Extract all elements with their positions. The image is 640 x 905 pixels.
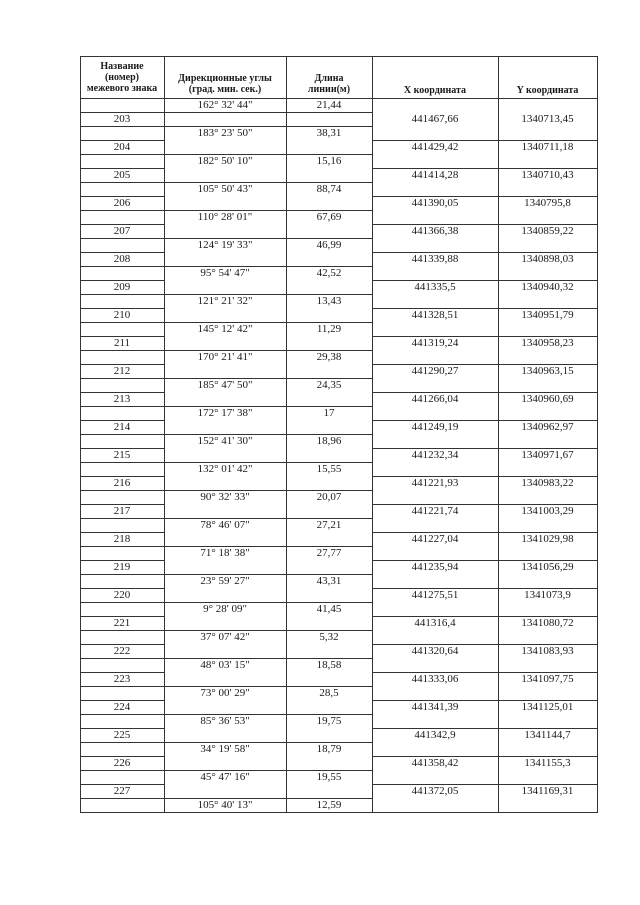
point-x: 441316,4 — [414, 617, 456, 629]
point-x: 441275,51 — [411, 589, 459, 601]
segment-length: 18,96 — [316, 435, 342, 447]
segment-length: 19,55 — [316, 771, 342, 783]
point-x: 441266,04 — [411, 393, 459, 405]
row-divider — [80, 490, 164, 491]
row-divider — [80, 406, 164, 407]
point-y: 1341056,29 — [521, 561, 574, 573]
row-divider — [80, 238, 164, 239]
point-x: 441390,05 — [411, 197, 459, 209]
point-name: 215 — [113, 449, 131, 461]
segment-angle: 34° 19' 58" — [200, 743, 250, 755]
segment-length: 21,44 — [316, 99, 342, 111]
point-name: 212 — [113, 365, 131, 377]
point-name: 217 — [113, 505, 131, 517]
point-y: 1340963,15 — [521, 365, 574, 377]
point-y: 1340713,45 — [521, 113, 574, 125]
row-divider — [80, 798, 164, 799]
header-name-line: межевого знака — [86, 83, 158, 94]
point-name: 220 — [113, 589, 131, 601]
segment-length: 18,58 — [316, 659, 342, 671]
segment-length: 67,69 — [316, 211, 342, 223]
segment-angle: 78° 46' 07" — [200, 519, 250, 531]
table-border-bottom — [80, 812, 598, 813]
point-y: 1341125,01 — [521, 701, 574, 713]
point-name: 206 — [113, 197, 131, 209]
point-y: 1341083,93 — [521, 645, 574, 657]
segment-angle: 121° 21' 32" — [197, 295, 253, 307]
row-divider — [80, 462, 164, 463]
point-y: 1340898,03 — [521, 253, 574, 265]
row-divider — [80, 574, 164, 575]
point-y: 1341029,98 — [521, 533, 574, 545]
point-x: 441414,28 — [411, 169, 459, 181]
row-divider — [80, 434, 164, 435]
point-x: 441366,38 — [411, 225, 459, 237]
point-name: 222 — [113, 645, 131, 657]
point-y: 1340958,23 — [521, 337, 574, 349]
point-name: 216 — [113, 477, 131, 489]
segment-angle: 124° 19' 33" — [197, 239, 253, 251]
point-name: 219 — [113, 561, 131, 573]
point-name: 207 — [113, 225, 131, 237]
row-divider — [80, 770, 164, 771]
segment-angle: 48° 03' 15" — [200, 659, 250, 671]
point-x: 441372,05 — [411, 785, 459, 797]
row-divider — [80, 378, 164, 379]
header-name-line: (номер) — [104, 72, 140, 83]
segment-angle: 183° 23' 50" — [197, 127, 253, 139]
segment-length: 41,45 — [316, 603, 342, 615]
point-name: 203 — [113, 113, 131, 125]
segment-angle: 172° 17' 38" — [197, 407, 253, 419]
row-divider — [80, 154, 164, 155]
point-y: 1340795,8 — [524, 197, 571, 209]
row-divider — [80, 350, 164, 351]
segment-length: 15,16 — [316, 155, 342, 167]
point-x: 441227,04 — [411, 533, 459, 545]
point-x: 441335,5 — [414, 281, 456, 293]
header-length-line: линии(м) — [307, 84, 351, 95]
segment-angle: 95° 54' 47" — [200, 267, 250, 279]
point-x: 441249,19 — [411, 421, 459, 433]
point-x: 441290,27 — [411, 365, 459, 377]
segment-length: 11,29 — [316, 323, 342, 335]
segment-angle: 105° 50' 43" — [197, 183, 253, 195]
header-length — [286, 73, 372, 95]
segment-angle: 182° 50' 10" — [197, 155, 253, 167]
segment-angle: 23° 59' 27" — [200, 575, 250, 587]
point-x: 441342,9 — [414, 729, 456, 741]
segment-length: 27,21 — [316, 519, 342, 531]
point-x: 441221,74 — [411, 505, 459, 517]
row-divider — [80, 742, 164, 743]
segment-angle: 185° 47' 50" — [197, 379, 253, 391]
segment-angle: 105° 40' 13" — [197, 799, 253, 811]
point-x: 441341,39 — [411, 701, 459, 713]
segment-length: 28,5 — [319, 687, 339, 699]
segment-length: 46,99 — [316, 239, 342, 251]
segment-length: 42,52 — [316, 267, 342, 279]
segment-angle: 9° 28' 09" — [203, 603, 247, 615]
point-y: 1341003,29 — [521, 505, 574, 517]
point-y: 1340859,22 — [521, 225, 574, 237]
segment-length: 18,79 — [316, 743, 342, 755]
point-x: 441319,24 — [411, 337, 459, 349]
segment-angle: 145° 12' 42" — [197, 323, 253, 335]
point-x: 441467,66 — [411, 113, 459, 125]
point-name: 226 — [113, 757, 131, 769]
point-name: 208 — [113, 253, 131, 265]
point-x: 441358,42 — [411, 757, 459, 769]
point-y: 1341097,75 — [521, 673, 574, 685]
point-name: 225 — [113, 729, 131, 741]
point-name: 224 — [113, 701, 131, 713]
row-divider — [80, 322, 164, 323]
row-divider — [80, 602, 164, 603]
point-x: 441328,51 — [411, 309, 459, 321]
row-divider — [80, 630, 164, 631]
segment-length: 24,35 — [316, 379, 342, 391]
row-divider — [80, 266, 164, 267]
point-name: 209 — [113, 281, 131, 293]
point-x: 441221,93 — [411, 477, 459, 489]
row-divider — [80, 714, 164, 715]
header-angle — [164, 73, 286, 95]
point-name: 213 — [113, 393, 131, 405]
point-y: 1341080,72 — [521, 617, 574, 629]
point-y: 1340962,97 — [521, 421, 574, 433]
segment-length: 13,43 — [316, 295, 342, 307]
row-divider — [80, 126, 164, 127]
point-name: 223 — [113, 673, 131, 685]
boundary-coordinates-table — [80, 56, 598, 813]
point-x: 441320,64 — [411, 645, 459, 657]
segment-angle: 73° 00' 29" — [200, 687, 250, 699]
segment-length: 38,31 — [316, 127, 342, 139]
header-angle-line: (град. мин. сек.) — [188, 84, 262, 95]
segment-angle: 71° 18' 38" — [200, 547, 250, 559]
row-divider — [80, 518, 164, 519]
point-x: 441333,06 — [411, 673, 459, 685]
segment-length: 27,77 — [316, 547, 342, 559]
point-y: 1340940,32 — [521, 281, 574, 293]
point-y: 1340711,18 — [521, 141, 574, 153]
row-divider — [80, 294, 164, 295]
segment-angle: 170° 21' 41" — [197, 351, 253, 363]
row-divider — [80, 686, 164, 687]
segment-length: 20,07 — [316, 491, 342, 503]
point-y: 1341144,7 — [524, 729, 571, 741]
point-name: 218 — [113, 533, 131, 545]
point-x: 441339,88 — [411, 253, 459, 265]
point-y: 1340983,22 — [521, 477, 574, 489]
segment-angle: 110° 28' 01" — [197, 211, 253, 223]
point-y: 1340960,69 — [521, 393, 574, 405]
row-divider — [80, 210, 164, 211]
point-x: 441235,94 — [411, 561, 459, 573]
point-name: 227 — [113, 785, 131, 797]
segment-length: 5,32 — [319, 631, 339, 643]
row-divider — [80, 546, 164, 547]
point-y: 1341073,9 — [524, 589, 571, 601]
point-y: 1340951,79 — [521, 309, 574, 321]
header-angle-line: Дирекционные углы — [178, 73, 272, 84]
point-y: 1341155,3 — [524, 757, 571, 769]
segment-length: 19,75 — [316, 715, 342, 727]
segment-angle: 37° 07' 42" — [200, 631, 250, 643]
point-y: 1340971,67 — [521, 449, 574, 461]
table-border-top — [80, 56, 598, 57]
row-divider — [80, 182, 164, 183]
point-y: 1340710,43 — [521, 169, 574, 181]
segment-angle: 85° 36' 53" — [200, 715, 250, 727]
header-x: X координата — [403, 85, 467, 96]
segment-angle: 132° 01' 42" — [197, 463, 253, 475]
segment-angle: 152° 41' 30" — [197, 435, 253, 447]
header-name-line: Название — [100, 61, 144, 72]
segment-length: 12,59 — [316, 799, 342, 811]
header-y: Y координата — [516, 85, 579, 96]
point-name: 205 — [113, 169, 131, 181]
header-name — [80, 61, 164, 94]
segment-angle: 45° 47' 16" — [200, 771, 250, 783]
point-name: 211 — [113, 337, 131, 349]
segment-length: 88,74 — [316, 183, 342, 195]
point-x: 441232,34 — [411, 449, 459, 461]
point-x: 441429,42 — [411, 141, 459, 153]
row-divider — [80, 658, 164, 659]
point-name: 214 — [113, 421, 131, 433]
segment-length: 43,31 — [316, 575, 342, 587]
segment-angle: 162° 32' 44" — [197, 99, 253, 111]
point-y: 1341169,31 — [521, 785, 574, 797]
segment-length: 17 — [323, 407, 335, 419]
point-name: 210 — [113, 309, 131, 321]
segment-length: 29,38 — [316, 351, 342, 363]
segment-length: 15,55 — [316, 463, 342, 475]
segment-angle: 90° 32' 33" — [200, 491, 250, 503]
point-name: 204 — [113, 141, 131, 153]
point-name: 221 — [113, 617, 131, 629]
header-length-line: Длина — [314, 73, 344, 84]
